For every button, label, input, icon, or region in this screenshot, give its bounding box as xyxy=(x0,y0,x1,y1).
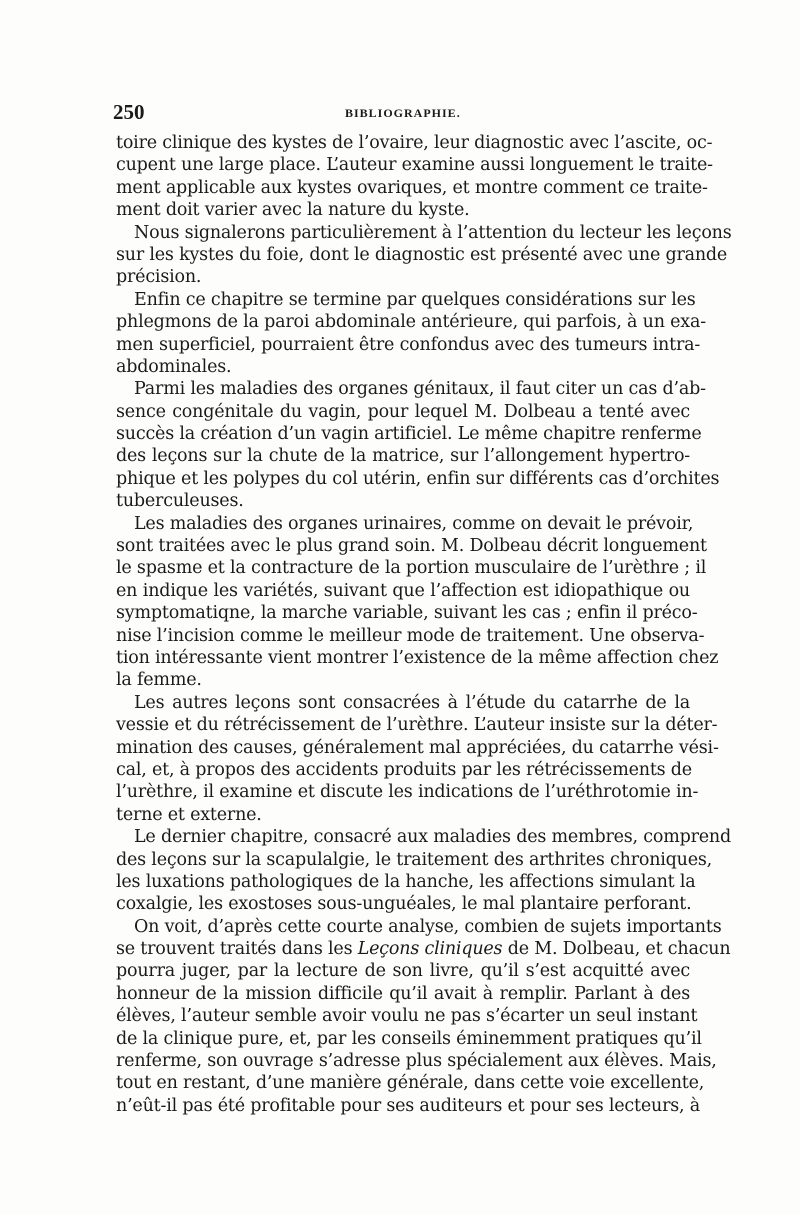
text-line: des leçons sur la chute de la matrice, sur l’allongement hypertro- xyxy=(116,446,690,467)
text-line: n’eût-il pas été profitable pour ses auditeurs et pour ses lecteurs, à xyxy=(116,1095,700,1116)
text-line: la femme. xyxy=(116,670,202,691)
text-line: honneur de la mission difficile qu’il avait à remplir. Parlant à des xyxy=(116,983,690,1004)
text-segment: de M. Dolbeau, et chacun xyxy=(507,939,731,960)
text-segment: se trouvent traités dans les xyxy=(116,939,353,960)
text-line: abdominales. xyxy=(116,356,232,377)
text-line: tout en restant, d’une manière générale, dans cette voie excellente, xyxy=(116,1073,705,1094)
body-text xyxy=(116,132,732,1117)
text-line: sur les kystes du foie, dont le diagnostic est présenté avec une grande xyxy=(116,244,728,265)
text-line: en indique les variétés, suivant que l’affection est idiopathique ou xyxy=(116,580,690,601)
text-line: Le dernier chapitre, consacré aux maladies des membres, comprend xyxy=(134,827,732,848)
text-line: On voit, d’après cette courte analyse, combien de sujets importants xyxy=(134,916,722,937)
text-line: coxalgie, les exostoses sous-unguéales, le mal plantaire perforant. xyxy=(116,894,692,915)
text-line: précision. xyxy=(116,267,202,288)
text-line xyxy=(116,938,731,960)
running-title: BIBLIOGRAPHIE. xyxy=(345,106,461,120)
text-line: Les maladies des organes urinaires, comme on devait le prévoir, xyxy=(134,513,694,534)
page-number: 250 xyxy=(113,100,145,124)
text-line: cal, et, à propos des accidents produits par les rétrécissements de xyxy=(116,759,692,780)
text-line: terne et externe. xyxy=(116,804,262,825)
text-line: men superficiel, pourraient être confondus avec des tumeurs intra- xyxy=(116,334,701,355)
book-title: Leçons cliniques xyxy=(357,939,503,960)
text-line: cupent une large place. L’auteur examine aussi longuement le traite- xyxy=(116,155,713,176)
text-line: Les autres leçons sont consacrées à l’étude du catarrhe de la xyxy=(134,692,690,713)
text-line: mination des causes, généralement mal appréciées, du catarrhe vési- xyxy=(116,737,719,758)
text-line: tuberculeuses. xyxy=(116,491,244,512)
text-line: vessie et du rétrécissement de l’urèthre. L’auteur insiste sur la déter- xyxy=(116,715,718,736)
text-line: succès la création d’un vagin artificiel. Le même chapitre renferme xyxy=(116,424,702,445)
text-line: ment doit varier avec la nature du kyste. xyxy=(116,200,470,221)
text-line: sence congénitale du vagin, pour lequel M. Dolbeau a tenté avec xyxy=(116,401,690,422)
text-line: pourra juger, par la lecture de son livre, qu’il s’est acquitté avec xyxy=(116,961,690,982)
text-line: symptomatiqne, la marche variable, suivant les cas ; enfin il préco- xyxy=(116,603,698,624)
text-line: phique et les polypes du col utérin, enfin sur différents cas d’orchites xyxy=(116,468,720,489)
text-line: le spasme et la contracture de la portion musculaire de l’urèthre ; il xyxy=(116,558,707,579)
text-line: les luxations pathologiques de la hanche, les affections simulant la xyxy=(116,871,696,892)
text-line: Nous signalerons particulièrement à l’attention du lecteur les leçons xyxy=(134,222,732,243)
text-line: Parmi les maladies des organes génitaux, il faut citer un cas d’ab- xyxy=(134,379,706,400)
text-line: élèves, l’auteur semble avoir voulu ne pas s’écarter un seul instant xyxy=(116,1006,698,1027)
text-line: des leçons sur la scapulalgie, le traitement des arthrites chroniques, xyxy=(116,849,713,870)
page-header xyxy=(113,100,685,126)
text-line: de la clinique pure, et, par les conseils éminemment pratiques qu’il xyxy=(116,1028,702,1049)
text-line: tion intéressante vient montrer l’existence de la même affection chez xyxy=(116,647,719,668)
text-line: renferme, son ouvrage s’adresse plus spécialement aux élèves. Mais, xyxy=(116,1051,717,1072)
text-line: sont traitées avec le plus grand soin. M. Dolbeau décrit longuement xyxy=(116,536,707,557)
text-line: Enfin ce chapitre se termine par quelques considérations sur les xyxy=(134,289,696,310)
text-line: l’urèthre, il examine et discute les indications de l’uréthrotomie in- xyxy=(116,782,699,803)
text-line: toire clinique des kystes de l’ovaire, leur diagnostic avec l’ascite, oc- xyxy=(116,133,713,153)
text-line: nise l’incision comme le meilleur mode de traitement. Une observa- xyxy=(116,625,705,646)
text-line: ment applicable aux kystes ovariques, et montre comment ce traite- xyxy=(116,177,708,198)
text-line: phlegmons de la paroi abdominale antérieure, qui parfois, à un exa- xyxy=(116,312,706,333)
